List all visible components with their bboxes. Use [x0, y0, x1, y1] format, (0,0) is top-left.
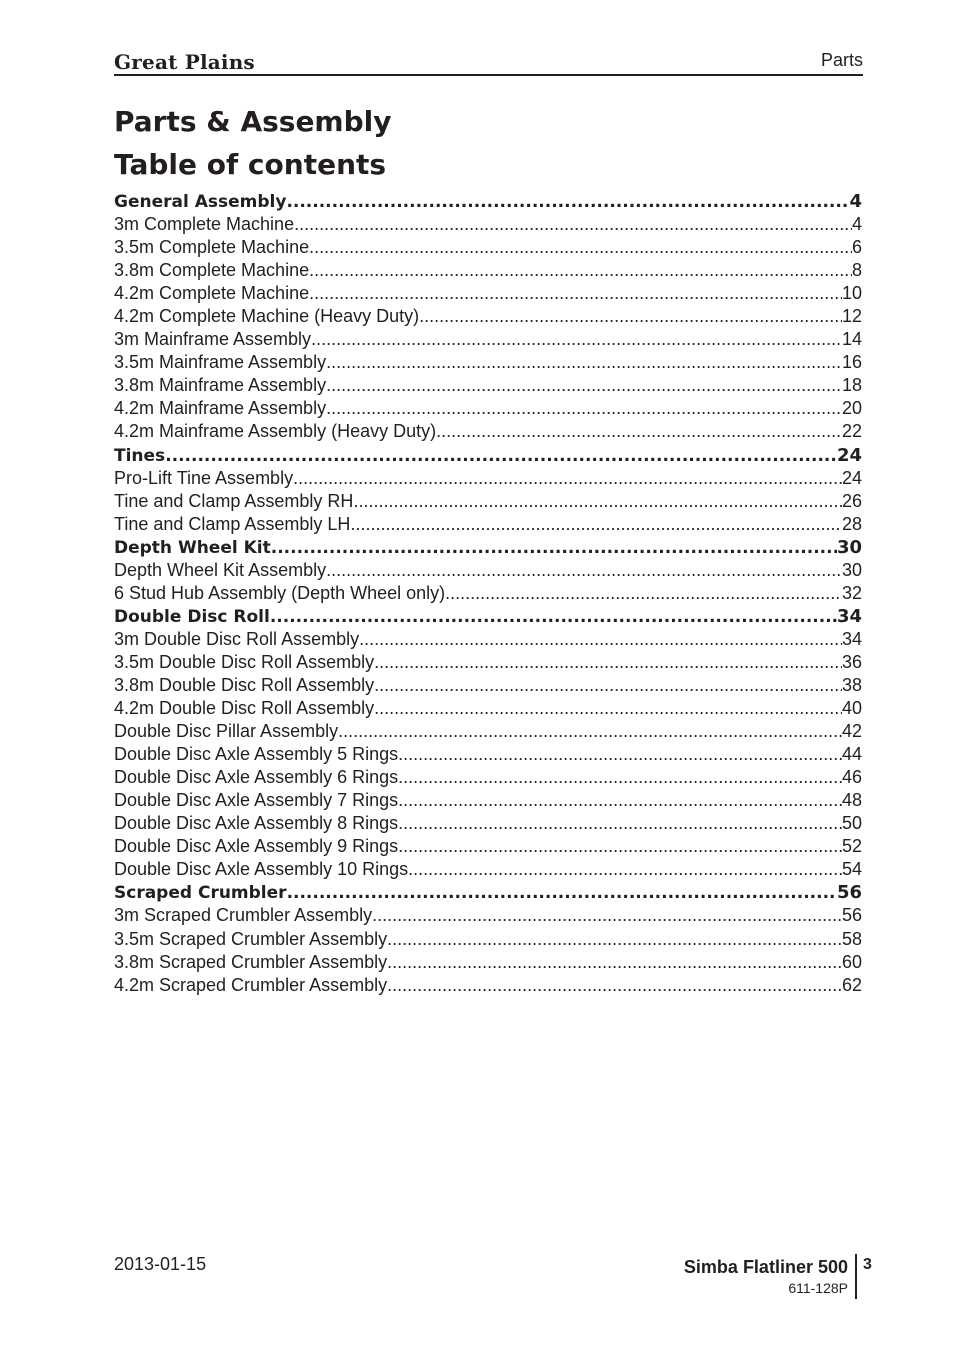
toc-entry-title: 3.8m Mainframe Assembly: [114, 375, 327, 396]
toc-page-number: 22: [841, 421, 862, 442]
toc-page-number: 12: [841, 306, 862, 327]
toc-entry[interactable]: [114, 559, 862, 582]
dot-leader: [387, 928, 842, 951]
dot-leader: [326, 559, 842, 582]
toc-entry[interactable]: [114, 490, 862, 513]
toc-section-heading[interactable]: [114, 536, 862, 559]
toc-entry-title: 4.2m Complete Machine (Heavy Duty): [114, 306, 420, 327]
dot-leader: [398, 835, 842, 858]
toc-page-number: 54: [841, 859, 862, 880]
toc-entry-title: Tine and Clamp Assembly RH: [114, 490, 354, 511]
dot-leader: [311, 328, 842, 351]
toc-entry[interactable]: [114, 351, 862, 374]
toc-page-number: 46: [841, 767, 862, 788]
toc-entry[interactable]: [114, 720, 862, 743]
toc-section-heading[interactable]: [114, 190, 862, 213]
dot-leader: [419, 305, 842, 328]
toc-entry[interactable]: [114, 697, 862, 720]
dot-leader: [353, 490, 842, 513]
toc-entry-title: 3.5m Double Disc Roll Assembly: [114, 651, 375, 672]
toc-entry[interactable]: [114, 674, 862, 697]
toc-entry-title: 3.5m Scraped Crumbler Assembly: [114, 928, 388, 949]
toc-page-number: 48: [841, 790, 862, 811]
toc-entry[interactable]: [114, 812, 862, 835]
toc-entry-title: 4.2m Mainframe Assembly (Heavy Duty): [114, 421, 437, 442]
dot-leader: [445, 582, 842, 605]
toc-page-number: 20: [841, 398, 862, 419]
toc-entry-title: Double Disc Axle Assembly 7 Rings: [114, 790, 399, 811]
dot-leader: [398, 743, 842, 766]
toc-entry[interactable]: [114, 904, 862, 927]
dot-leader: [338, 720, 842, 743]
dot-leader: [408, 858, 842, 881]
toc-entry-title: Tine and Clamp Assembly LH: [114, 513, 351, 534]
toc-page-number: 52: [841, 836, 862, 857]
dot-leader: [309, 282, 842, 305]
toc-entry-title: Double Disc Roll: [114, 606, 270, 627]
toc-entry[interactable]: [114, 928, 862, 951]
dot-leader: [165, 445, 837, 467]
dot-leader: [294, 213, 852, 236]
toc-entry[interactable]: [114, 951, 862, 974]
toc-entry-title: Double Disc Axle Assembly 6 Rings: [114, 767, 399, 788]
toc-entry-title: 3m Mainframe Assembly: [114, 329, 312, 350]
toc-entry-title: Double Disc Axle Assembly 8 Rings: [114, 813, 399, 834]
dot-leader: [374, 674, 842, 697]
toc-page-number: 14: [841, 329, 862, 350]
toc-entry-title: 4.2m Mainframe Assembly: [114, 398, 327, 419]
dot-leader: [309, 236, 852, 259]
toc-entry-title: 3.8m Double Disc Roll Assembly: [114, 674, 375, 695]
toc-page-number: 34: [836, 605, 862, 627]
toc-entry-title: 3.8m Complete Machine: [114, 260, 310, 281]
dot-leader: [326, 374, 842, 397]
toc-entry-title: Depth Wheel Kit: [114, 537, 271, 558]
dot-leader: [309, 259, 852, 282]
dot-leader: [398, 766, 842, 789]
page-title: Parts & Assembly: [114, 105, 392, 138]
toc-entry[interactable]: [114, 374, 862, 397]
table-of-contents: [114, 190, 862, 997]
toc-entry-title: Double Disc Axle Assembly 5 Rings: [114, 744, 399, 765]
toc-entry-title: 3m Complete Machine: [114, 214, 295, 235]
dot-leader: [398, 789, 842, 812]
toc-page-number: 10: [841, 283, 862, 304]
toc-page-number: 58: [841, 928, 862, 949]
toc-entry[interactable]: [114, 236, 862, 259]
dot-leader: [387, 974, 842, 997]
dot-leader: [293, 467, 842, 490]
dot-leader: [374, 651, 842, 674]
toc-entry[interactable]: [114, 974, 862, 997]
toc-entry[interactable]: [114, 582, 862, 605]
toc-entry-title: 3m Scraped Crumbler Assembly: [114, 905, 373, 926]
toc-entry-title: General Assembly: [114, 192, 287, 212]
toc-entry[interactable]: [114, 835, 862, 858]
toc-section-heading[interactable]: [114, 605, 862, 628]
dot-leader: [287, 882, 837, 904]
dot-leader: [350, 513, 842, 536]
dot-leader: [372, 904, 842, 927]
dot-leader: [286, 191, 849, 213]
toc-page-number: 40: [841, 698, 862, 719]
brand-logo: Great Plains: [114, 50, 255, 74]
dot-leader: [359, 628, 842, 651]
dot-leader: [270, 606, 837, 628]
toc-entry-title: Tines: [114, 445, 166, 466]
toc-entry-title: Depth Wheel Kit Assembly: [114, 559, 327, 580]
toc-entry-title: 3m Double Disc Roll Assembly: [114, 628, 360, 649]
dot-leader: [436, 420, 842, 443]
toc-section-heading[interactable]: [114, 444, 862, 467]
page-header: [114, 48, 863, 76]
toc-entry-title: 3.5m Complete Machine: [114, 237, 310, 258]
product-name: Simba Flatliner 500: [683, 1257, 848, 1277]
toc-entry-title: Double Disc Pillar Assembly: [114, 721, 339, 742]
footer-product-block: [684, 1254, 857, 1299]
toc-entry-title: 4.2m Scraped Crumbler Assembly: [114, 974, 388, 995]
toc-entry-title: 3.8m Scraped Crumbler Assembly: [114, 951, 388, 972]
toc-entry[interactable]: [114, 328, 862, 351]
toc-page-number: 18: [841, 375, 862, 396]
toc-page-number: 4: [849, 191, 862, 212]
page-number: 3: [863, 1256, 872, 1273]
toc-page-number: 62: [841, 974, 862, 995]
toc-entry[interactable]: [114, 858, 862, 881]
toc-page-number: 8: [851, 260, 862, 281]
toc-page-number: 24: [841, 467, 862, 488]
toc-page-number: 4: [851, 214, 862, 235]
dot-leader: [326, 397, 842, 420]
toc-page-number: 30: [841, 559, 862, 580]
toc-entry-title: 3.5m Mainframe Assembly: [114, 352, 327, 373]
toc-entry[interactable]: [114, 305, 862, 328]
toc-page-number: 16: [841, 352, 862, 373]
section-label: Parts: [820, 50, 863, 70]
toc-entry[interactable]: [114, 213, 862, 236]
toc-entry[interactable]: [114, 467, 862, 490]
toc-page-number: 34: [841, 628, 862, 649]
toc-page-number: 32: [841, 582, 862, 603]
document-number: 611-128P: [788, 1280, 848, 1296]
toc-entry[interactable]: [114, 789, 862, 812]
toc-section-heading[interactable]: [114, 881, 862, 904]
toc-page-number: 42: [841, 721, 862, 742]
toc-entry-title: Pro-Lift Tine Assembly: [114, 467, 294, 488]
toc-page-number: 6: [851, 237, 862, 258]
toc-entry-title: Scraped Crumbler: [114, 883, 287, 904]
toc-entry[interactable]: [114, 766, 862, 789]
dot-leader: [398, 812, 842, 835]
toc-entry-title: 4.2m Double Disc Roll Assembly: [114, 698, 375, 719]
toc-entry-title: Double Disc Axle Assembly 9 Rings: [114, 836, 399, 857]
toc-entry[interactable]: [114, 743, 862, 766]
toc-entry[interactable]: [114, 282, 862, 305]
toc-page-number: 44: [841, 744, 862, 765]
toc-entry[interactable]: [114, 513, 862, 536]
toc-page-number: 24: [836, 444, 862, 466]
toc-page-number: 56: [836, 882, 862, 904]
toc-entry[interactable]: [114, 259, 862, 282]
toc-page-number: 30: [836, 536, 862, 558]
footer-date: 2013-01-15: [114, 1254, 207, 1274]
toc-entry-title: Double Disc Axle Assembly 10 Rings: [114, 859, 409, 880]
toc-entry[interactable]: [114, 628, 862, 651]
dot-leader: [326, 351, 842, 374]
toc-page-number: 50: [841, 813, 862, 834]
toc-page-number: 28: [841, 513, 862, 534]
toc-page-number: 38: [841, 674, 862, 695]
toc-page-number: 36: [841, 651, 862, 672]
toc-page-number: 56: [841, 905, 862, 926]
dot-leader: [387, 951, 842, 974]
toc-page-number: 26: [841, 490, 862, 511]
toc-entry-title: 6 Stud Hub Assembly (Depth Wheel only): [114, 582, 446, 603]
toc-title: Table of contents: [114, 148, 387, 181]
toc-entry[interactable]: [114, 397, 862, 420]
toc-page-number: 60: [841, 951, 862, 972]
dot-leader: [271, 537, 837, 559]
toc-entry[interactable]: [114, 651, 862, 674]
toc-entry-title: 4.2m Complete Machine: [114, 283, 310, 304]
toc-entry[interactable]: [114, 420, 862, 443]
dot-leader: [374, 697, 842, 720]
